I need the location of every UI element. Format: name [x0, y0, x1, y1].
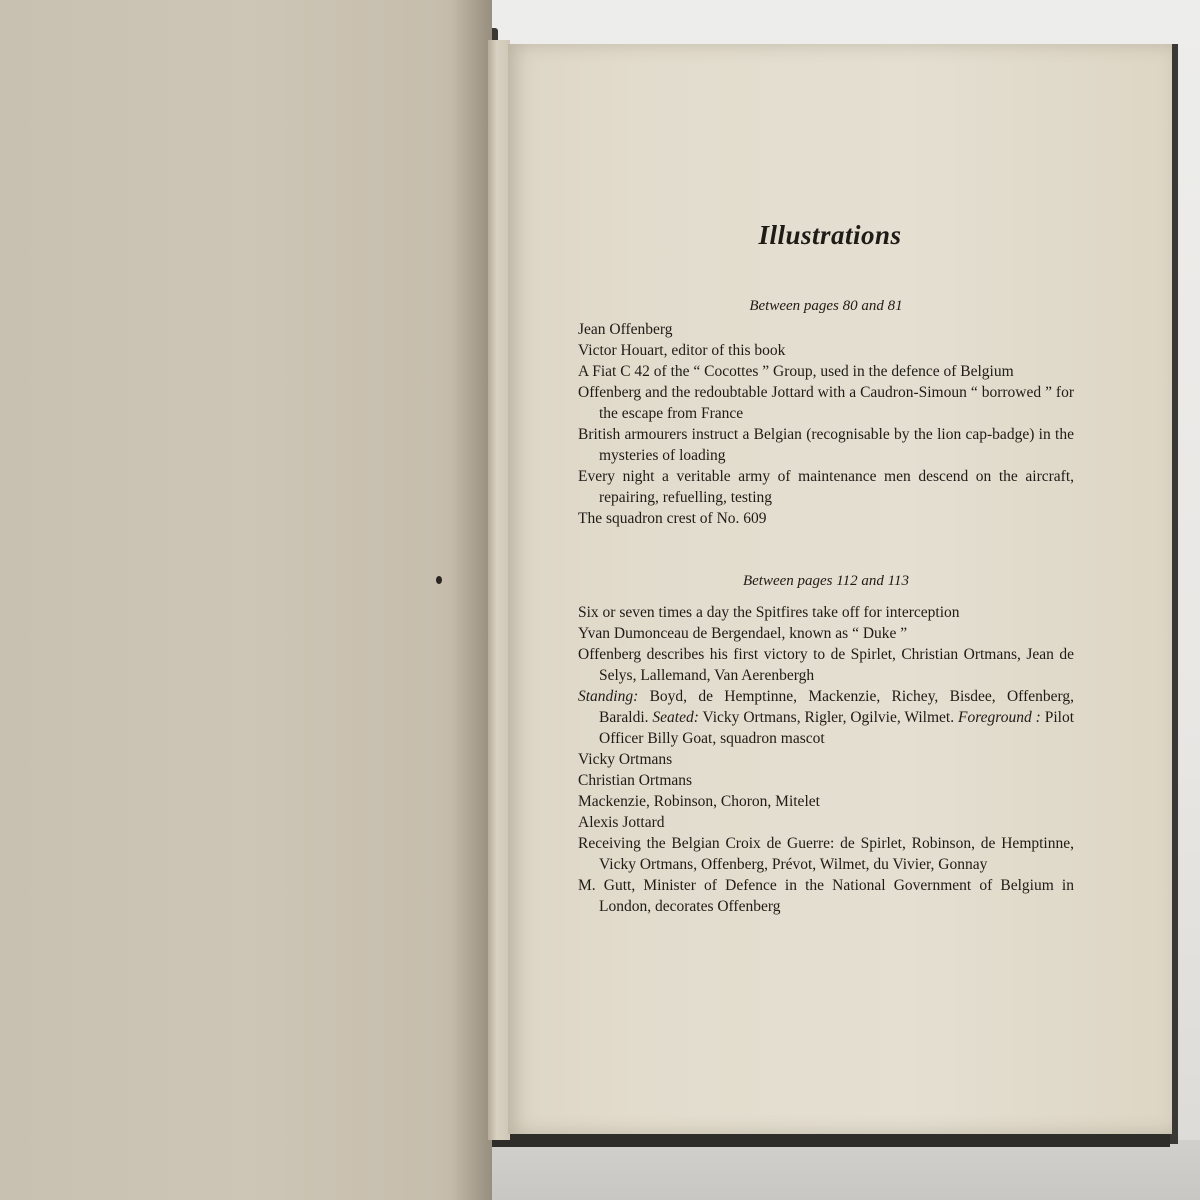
list-item: Six or seven times a day the Spitfires take off for interception: [578, 604, 960, 621]
foreground-label: Foreground :: [957, 709, 1041, 726]
list-item: M. Gutt, Minister of Defence in the National Government of Belgium in London, decorates Offenberg: [578, 877, 1074, 915]
page-title: Illustrations: [758, 220, 902, 250]
foreground-text: Pilot Officer Billy Goat, squadron mascot: [599, 709, 1074, 747]
left-page: [0, 0, 492, 1200]
standing-text: Boyd, de Hemptinne, Mackenzie, Richey, Bisdee, Offenberg, Baraldi.: [599, 688, 1074, 726]
list-item: Receiving the Belgian Croix de Guerre: de Spirlet, Robinson, de Hemptinne, Vicky Ortmans, Offenberg, Prévot, Wilmet, du Vivier, Gonnay: [578, 835, 1074, 873]
list-item: Every night a veritable army of maintenance men descend on the aircraft, repairing, refuelling, testing: [578, 468, 1074, 506]
list-item: Mackenzie, Robinson, Choron, Mitelet: [578, 793, 820, 810]
section-title: Between pages 112 and 113: [742, 573, 910, 589]
list-item: British armourers instruct a Belgian (recognisable by the lion cap-badge) in the mysteries of loading: [578, 426, 1074, 464]
list-item-group-photo: [578, 686, 1074, 749]
list-item: A Fiat C 42 of the “ Cocottes ” Group, used in the defence of Belgium: [578, 363, 1014, 380]
page-stain: [436, 576, 442, 584]
list-item: Yvan Dumonceau de Bergendael, known as “ Duke ”: [578, 625, 908, 642]
list-item: Vicky Ortmans: [578, 751, 673, 768]
list-item: The squadron crest of No. 609: [578, 510, 767, 527]
illustrations-list: [578, 220, 1074, 917]
standing-label: Standing:: [578, 688, 639, 705]
list-item: Offenberg describes his first victory to de Spirlet, Christian Ortmans, Jean de Selys, Lallemand, Van Aerenbergh: [578, 646, 1074, 684]
list-item: Alexis Jottard: [578, 814, 665, 831]
list-item: Jean Offenberg: [578, 321, 673, 338]
list-item: Victor Houart, editor of this book: [578, 342, 786, 359]
seated-text: Vicky Ortmans, Rigler, Ogilvie, Wilmet.: [698, 709, 958, 726]
seated-label: Seated:: [652, 709, 699, 726]
list-item: Christian Ortmans: [578, 772, 693, 789]
list-item: Offenberg and the redoubtable Jottard with a Caudron-Simoun “ borrowed ” for the escape from France: [578, 384, 1074, 422]
book-gutter: [488, 40, 510, 1140]
section-title: Between pages 80 and 81: [749, 298, 903, 314]
